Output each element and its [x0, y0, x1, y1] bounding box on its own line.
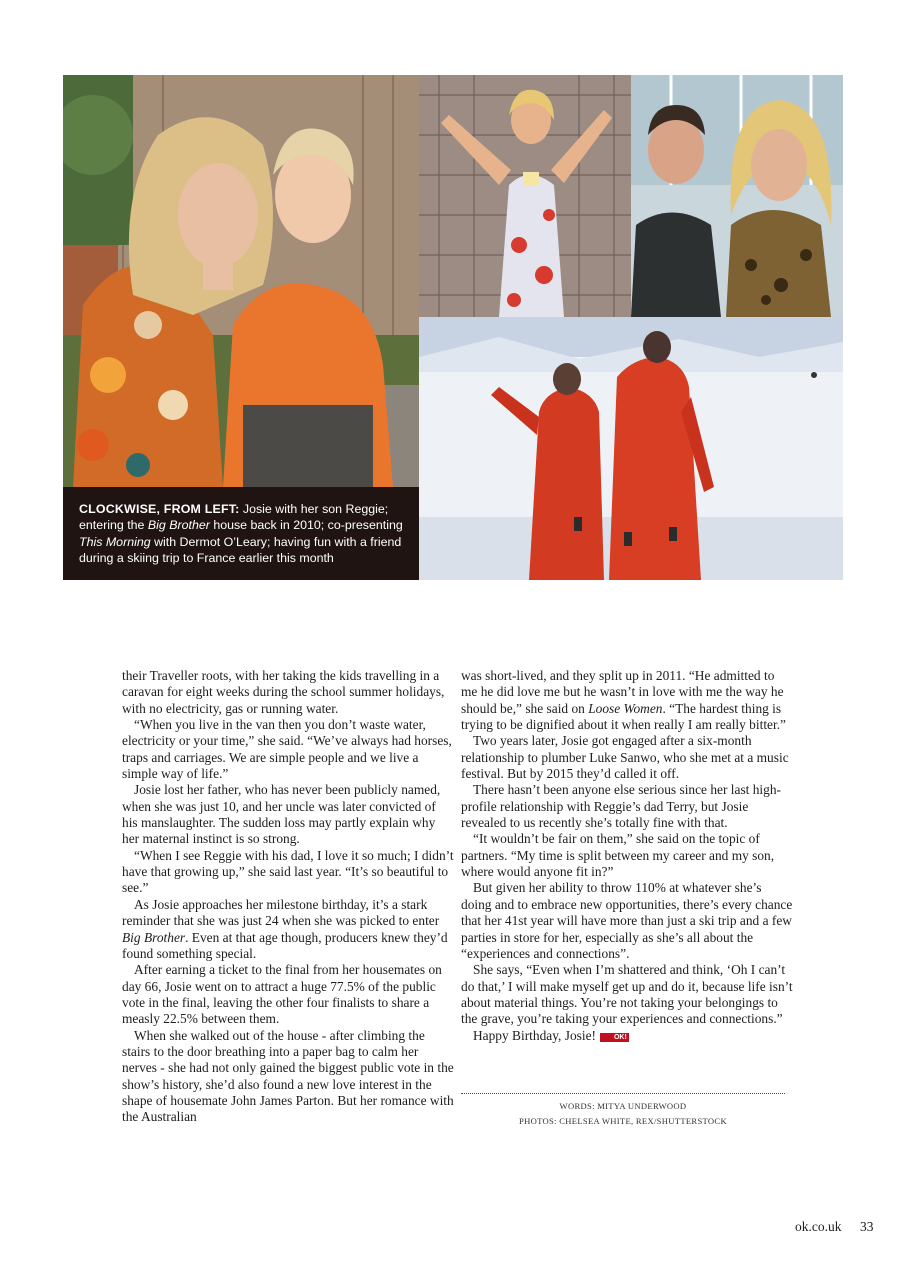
caption-show-title: Big Brother [147, 518, 210, 533]
article-column-2 [461, 668, 793, 1044]
photo-josie-and-reggie [63, 75, 419, 487]
words-credit: WORDS: MITYA UNDERWOOD [559, 1101, 687, 1111]
article-column-1 [122, 668, 454, 1126]
caption-text: Josie with her son Reggie; entering the [79, 502, 389, 533]
photos-credit: PHOTOS: CHELSEA WHITE, REX/SHUTTERSTOCK [519, 1116, 727, 1126]
page-number: 33 [860, 1219, 874, 1234]
photo-ski-trip-france [419, 317, 843, 580]
paragraph: “When I see Reggie with his dad, I love it so much; I didn’t have that growing up,” she said last year. “It’s so beautiful to see.” [122, 847, 454, 896]
footer-site: ok.co.uk [795, 1219, 842, 1234]
paragraph: Josie lost her father, who has never been publicly named, when she was just 10, and her uncle was later convicted of his manslaughter. The sudden loss may partly explain why her maternal instinct is so strong. [122, 782, 441, 847]
paragraph: their Traveller roots, with her taking the kids travelling in a caravan for eight weeks during the school summer holidays, with no electricity, gas or running water. [122, 668, 445, 716]
paragraph: “It wouldn’t be fair on them,” she said on the topic of partners. “My time is split between my career and my son, where would anyone fit in?” [461, 831, 775, 880]
photo-caption [63, 487, 419, 580]
photo-big-brother-entrance [419, 75, 631, 317]
credits-divider [461, 1093, 785, 1094]
photo-this-morning-dermot [631, 75, 843, 317]
paragraph: Two years later, Josie got engaged after a six-month relationship to plumber Luke Sanwo, who she met at a music festival. But by 2015 they’d called it off. [461, 733, 789, 782]
paragraph: was short-lived, and they split up in 2011. “He admitted to me he did love me but he wasn’t in love with me the way he should be,” she said on Loose Women. “The hardest thing is trying to be dignified about it when really I am really bitter.” [461, 668, 786, 733]
caption-text: house back in 2010; co-presenting [209, 518, 403, 533]
paragraph: There hasn’t been anyone else serious since her last high-profile relationship with Reggie’s dad Terry, but Josie revealed to us recently she’s totally fine with that. [461, 782, 782, 831]
caption-lead: CLOCKWISE, FROM LEFT: [79, 502, 240, 516]
paragraph: As Josie approaches her milestone birthday, it’s a stark reminder that she was just 24 when she was picked to enter Big Brother. Even at that age though, producers knew they’d found something special. [122, 896, 448, 961]
paragraph: “When you live in the van then you don’t waste water, electricity or your time,” she said. “We’ve always had horses, traps and carriages. We are simple people and we live a simple way of life.” [122, 717, 452, 782]
caption-show-title: This Morning [79, 534, 151, 549]
ok-end-mark: OK! [600, 1033, 629, 1042]
paragraph: Happy Birthday, Josie! OK! [473, 1027, 627, 1043]
paragraph: But given her ability to throw 110% at whatever she’s doing and to embrace new opportunities, there’s every chance that her 41st year will have more than just a ski trip and a few parties in store for her, especially as she’s all about the “experiences and connections”. [461, 880, 793, 961]
paragraph: After earning a ticket to the final from her housemates on day 66, Josie went on to attract a huge 77.5% of the public vote in the final, leaving the other four finalists to share a measly 22.5% between them. [122, 962, 442, 1027]
paragraph: When she walked out of the house - after climbing the stairs to the door breathing into a paper bag to calm her nerves - she had not only gained the biggest public vote in the show’s history, she’d also found a new love interest in the shape of housemate John James Parton. But her romance with the Australian [122, 1027, 454, 1125]
caption-text: with Dermot O’Leary; having fun with a friend during a skiing trip to France earlier this month [79, 534, 402, 566]
paragraph: She says, “Even when I’m shattered and think, ‘Oh I can’t do that,’ I will make myself get up and do it, because life isn’t about material things. You’re not taking your belongings to the grave, you’re taking your experiences and connections.” [461, 962, 793, 1027]
